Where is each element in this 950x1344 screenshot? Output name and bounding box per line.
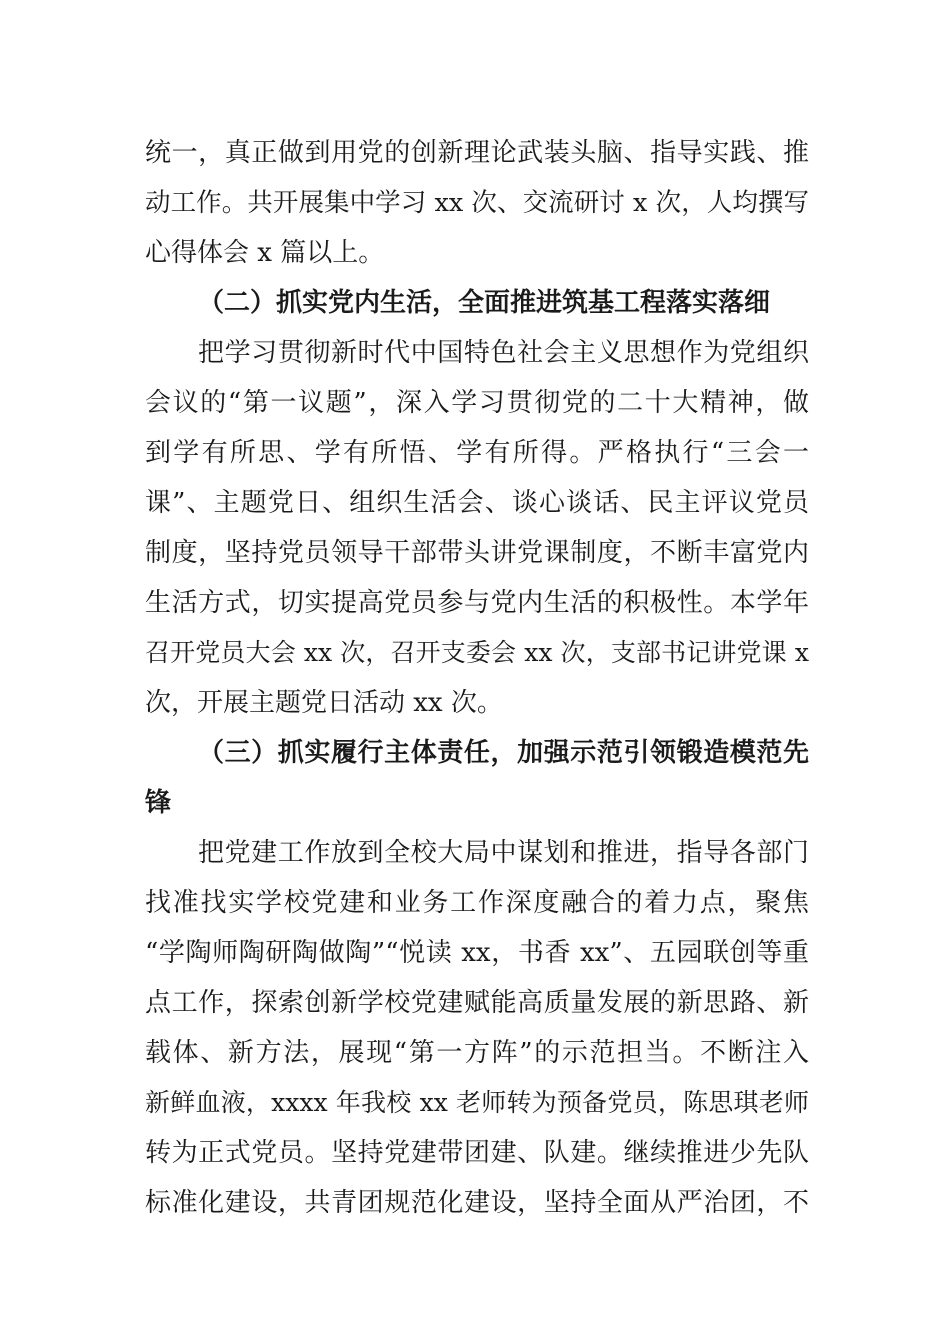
paragraph-2-line-4: 课”、主题党日、组织生活会、谈心谈话、民主评议党员 bbox=[145, 488, 809, 518]
section-heading-2: （二）抓实党内生活，全面推进筑基工程落实落细 bbox=[198, 288, 771, 318]
paragraph-3-line-3: “学陶师陶研陶做陶”“悦读 xx，书香 xx”、五园联创等重 bbox=[145, 938, 809, 968]
paragraph-3-line-1: 把党建工作放到全校大局中谋划和推进，指导各部门 bbox=[198, 838, 809, 868]
paragraph-2-line-5: 制度，坚持党员领导干部带头讲党课制度，不断丰富党内 bbox=[145, 538, 809, 568]
paragraph-1-line-3: 心得体会 x 篇以上。 bbox=[145, 238, 385, 268]
paragraph-3-line-6: 新鲜血液，xxxx 年我校 xx 老师转为预备党员，陈思琪老师 bbox=[145, 1088, 809, 1117]
paragraph-3-line-4: 点工作，探索创新学校党建赋能高质量发展的新思路、新 bbox=[145, 988, 809, 1018]
section-heading-3-line-1: （三）抓实履行主体责任，加强示范引领锻造模范先 bbox=[198, 738, 809, 768]
paragraph-2-line-6: 生活方式，切实提高党员参与党内生活的积极性。本学年 bbox=[145, 588, 809, 618]
paragraph-2-line-3: 到学有所思、学有所悟、学有所得。严格执行“三会一 bbox=[145, 438, 809, 468]
paragraph-3-line-8: 标准化建设，共青团规范化建设，坚持全面从严治团，不 bbox=[145, 1188, 809, 1218]
paragraph-2-line-7: 召开党员大会 xx 次，召开支委会 xx 次，支部书记讲党课 x bbox=[145, 638, 809, 667]
paragraph-2-line-8: 次，开展主题党日活动 xx 次。 bbox=[145, 688, 503, 718]
paragraph-3-line-2: 找准找实学校党建和业务工作深度融合的着力点，聚焦 bbox=[145, 888, 809, 918]
paragraph-1-line-2: 动工作。共开展集中学习 xx 次、交流研讨 x 次，人均撰写 bbox=[145, 188, 809, 218]
paragraph-1-line-1: 统一，真正做到用党的创新理论武装头脑、指导实践、推 bbox=[145, 138, 809, 168]
paragraph-3-line-5: 载体、新方法，展现“第一方阵”的示范担当。不断注入 bbox=[145, 1038, 809, 1068]
paragraph-2-line-1: 把学习贯彻新时代中国特色社会主义思想作为党组织 bbox=[198, 338, 809, 368]
section-heading-3-line-2: 锋 bbox=[145, 788, 172, 818]
paragraph-2-line-2: 会议的“第一议题”，深入学习贯彻党的二十大精神，做 bbox=[145, 388, 809, 418]
paragraph-3-line-7: 转为正式党员。坚持党建带团建、队建。继续推进少先队 bbox=[145, 1138, 809, 1168]
